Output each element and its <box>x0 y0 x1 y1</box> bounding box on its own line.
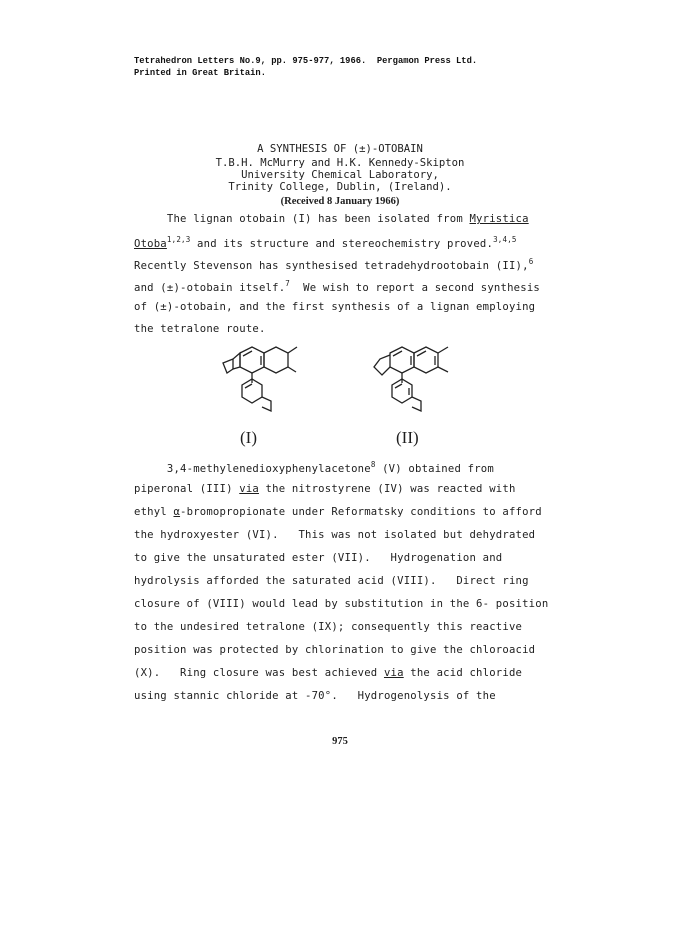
authors: T.B.H. McMurry and H.K. Kennedy-Skipton <box>215 157 465 169</box>
para2-line7: closure of (VIII) would lead by substitution in the 6- position <box>134 598 549 610</box>
para2-line5: to give the unsaturated ester (VII). Hydrogenation and <box>134 552 503 564</box>
affiliation-line1: University Chemical Laboratory, <box>241 169 439 181</box>
affiliation-line2: Trinity College, Dublin, (Ireland). <box>228 181 452 193</box>
para2-line8: to the undesired tetralone (IX); consequently this reactive <box>134 621 523 633</box>
para2-line2: piperonal (III) via the nitrostyrene (IV) was reacted with <box>134 483 516 495</box>
para2-line3: ethyl α-bromopropionate under Reformatsky conditions to afford <box>134 506 542 518</box>
structure-II <box>360 345 460 435</box>
para2-line1: 3,4-methylenedioxyphenylacetone$^8$ (V) obtained from <box>134 460 494 475</box>
para1-line5: of (±)-otobain, and the first synthesis of a lignan employing <box>134 301 536 313</box>
para1-line3: Recently Stevenson has synthesised tetradehydrootobain (II),$^6$ <box>134 257 534 272</box>
received-date: (Received 8 January 1966) <box>280 196 400 207</box>
para1-line6: the tetralone route. <box>134 323 266 335</box>
para2-line11: using stannic chloride at -70°. Hydrogenolysis of the <box>134 690 496 702</box>
para1-line4: and (±)-otobain itself.$^7$ We wish to report a second synthesis <box>134 279 540 294</box>
para2-line4: the hydroxyester (VI). This was not isolated but dehydrated <box>134 529 536 541</box>
page-number: 975 <box>332 736 348 747</box>
para2-line10: (X). Ring closure was best achieved via the acid chloride <box>134 667 523 679</box>
para1-line2: Otoba$^{1,2,3}$ and its structure and stereochemistry proved.$^{3,4,5}$ <box>134 235 517 250</box>
paper-title: A SYNTHESIS OF (±)-OTOBAIN <box>257 143 423 155</box>
label-compound-II: (II) <box>396 428 419 447</box>
para2-line9: position was protected by chlorination to give the chloroacid <box>134 644 536 656</box>
structure-I <box>205 345 300 435</box>
journal-header-line2: Printed in Great Britain. <box>134 68 266 78</box>
journal-header-line1: Tetrahedron Letters No.9, pp. 975-977, 1966. Pergamon Press Ltd. <box>134 56 478 66</box>
label-compound-I: (I) <box>240 428 257 447</box>
para1-line1: The lignan otobain (I) has been isolated from Myristica <box>134 213 529 225</box>
para2-line6: hydrolysis afforded the saturated acid (VIII). Direct ring <box>134 575 529 587</box>
